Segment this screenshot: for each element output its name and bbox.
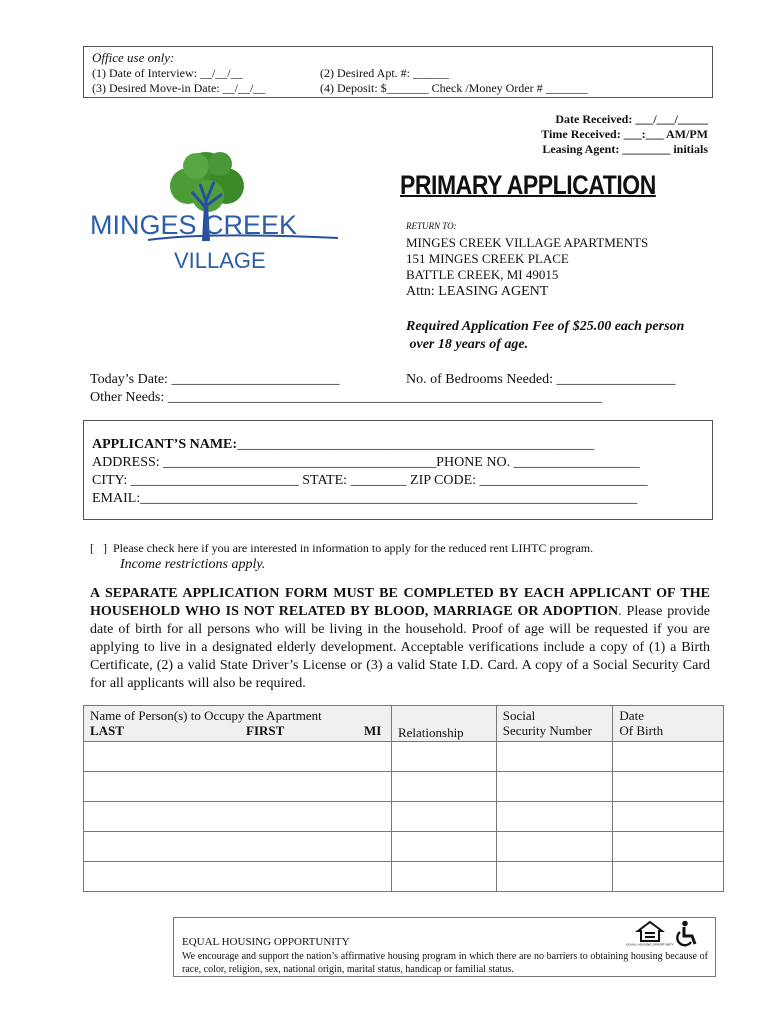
- table-row: [84, 832, 724, 862]
- table-row: [84, 772, 724, 802]
- mi-header: MI: [364, 723, 382, 738]
- office-use-box: [83, 46, 713, 98]
- address-line: BATTLE CREEK, MI 49015: [406, 267, 559, 282]
- return-address: [406, 235, 648, 283]
- eho-text: We encourage and support the nation’s affirmative housing program in which there are no barriers to obtaining housing because of race, color, religion, sex, national origin, marital status, handicap or familial status.: [182, 951, 708, 975]
- name-header: Name of Person(s) to Occupy the Apartment LAST FIRST MI: [84, 706, 392, 742]
- dob-cell[interactable]: [613, 862, 724, 892]
- separate-application-paragraph: [90, 585, 710, 693]
- minges-creek-logo: [88, 146, 346, 274]
- first-header: FIRST: [246, 723, 285, 738]
- applicant-name-field[interactable]: ___________________________________________________: [237, 437, 595, 452]
- dob-cell[interactable]: [613, 742, 724, 772]
- logo-line1: MINGES CREEK: [90, 210, 298, 240]
- office-use-title: Office use only:: [92, 50, 175, 65]
- last-header: LAST: [90, 723, 124, 738]
- address-phone-field[interactable]: ADDRESS: _______________________________________PHONE NO. __________________: [92, 455, 640, 470]
- ssn-header: Social Security Number: [496, 706, 613, 742]
- return-to-label: RETURN TO:: [406, 221, 457, 231]
- dob-cell[interactable]: [613, 832, 724, 862]
- leasing-agent-field: Leasing Agent: ________ initials: [542, 142, 708, 156]
- dob-cell[interactable]: [613, 802, 724, 832]
- table-row: [84, 862, 724, 892]
- fee-line: Required Application Fee of $25.00 each person: [406, 319, 685, 334]
- address-line: 151 MINGES CREEK PLACE: [406, 251, 569, 266]
- table-row: [84, 802, 724, 832]
- eho-heading: EQUAL HOUSING OPPORTUNITY: [182, 936, 350, 948]
- deposit-field: (4) Deposit: $_______ Check /Money Order # _______: [320, 81, 588, 95]
- table-row: [84, 742, 724, 772]
- time-received-field: Time Received: ___:___ AM/PM: [541, 127, 708, 141]
- accessibility-icon: [674, 920, 700, 948]
- ssn-cell[interactable]: [496, 742, 613, 772]
- dob-header: Date Of Birth: [613, 706, 724, 742]
- email-field[interactable]: EMAIL:_______________________________________________________________________: [92, 491, 638, 506]
- dob-cell[interactable]: [613, 772, 724, 802]
- ssn-cell[interactable]: [496, 832, 613, 862]
- city-state-zip-field[interactable]: CITY: ________________________ STATE: ________ ZIP CODE: ________________________: [92, 473, 648, 488]
- name-cell[interactable]: [84, 742, 392, 772]
- name-cell[interactable]: [84, 802, 392, 832]
- name-cell[interactable]: [84, 772, 392, 802]
- equal-housing-box: [173, 917, 716, 977]
- ssn-cell[interactable]: [496, 862, 613, 892]
- logo-line2: VILLAGE: [174, 248, 266, 273]
- fee-line: over 18 years of age.: [406, 337, 529, 352]
- todays-date-field[interactable]: Today’s Date: ________________________: [90, 372, 340, 387]
- relationship-cell[interactable]: [391, 862, 496, 892]
- bedrooms-needed-field[interactable]: No. of Bedrooms Needed: _________________: [406, 372, 676, 387]
- lihtc-checkbox-line[interactable]: [ ] Please check here if you are interested in information to apply for the reduced rent LIHTC program.: [90, 541, 594, 555]
- separate-application-bold: A SEPARATE APPLICATION FORM MUST BE COMPLETED BY EACH APPLICANT OF THE HOUSEHOLD WHO IS NOT RELATED BY BLOOD, MARRIAGE OR ADOPTION: [90, 586, 710, 619]
- name-cell[interactable]: [84, 862, 392, 892]
- applicant-name-label: APPLICANT’S NAME:: [92, 437, 238, 452]
- relationship-cell[interactable]: [391, 802, 496, 832]
- address-line: MINGES CREEK VILLAGE APARTMENTS: [406, 235, 649, 250]
- ssn-cell[interactable]: [496, 802, 613, 832]
- relationship-cell[interactable]: [391, 832, 496, 862]
- separate-application-text: . Please provide date of birth for all persons who will be living in the household. Proof of age will be requested if you are applying to live in a designated elderly development. Acceptable verifications include a copy of (1) a Birth Certificate, (2) a valid State Driver’s License or (3) a valid State I.D. Card. A copy of a Social Security Card for all applicants will also be required.: [90, 604, 711, 691]
- relationship-header: Relationship: [391, 706, 496, 742]
- other-needs-field[interactable]: Other Needs: ______________________________________________________________: [90, 390, 602, 405]
- move-in-date-field: (3) Desired Move-in Date: __/__/__: [92, 81, 266, 95]
- date-received-field: Date Received: ___/___/_____: [555, 112, 708, 126]
- received-block: [541, 112, 708, 157]
- income-restrictions-note: Income restrictions apply.: [120, 557, 266, 572]
- relationship-cell[interactable]: [391, 742, 496, 772]
- relationship-cell[interactable]: [391, 772, 496, 802]
- page-title: PRIMARY APPLICATION: [400, 170, 656, 200]
- ssn-cell[interactable]: [496, 772, 613, 802]
- interview-date-field: (1) Date of Interview: __/__/__: [92, 66, 243, 80]
- applicant-info-box: [83, 420, 713, 520]
- table-header-row: [84, 706, 724, 742]
- equal-housing-icon: [626, 920, 674, 947]
- application-fee-note: [406, 318, 684, 354]
- attn-line: Attn: LEASING AGENT: [406, 284, 549, 299]
- desired-apt-field: (2) Desired Apt. #: ______: [320, 66, 449, 80]
- svg-text:EQUAL HOUSING OPPORTUNITY: EQUAL HOUSING OPPORTUNITY: [626, 942, 674, 947]
- name-cell[interactable]: [84, 832, 392, 862]
- occupants-table: [83, 705, 724, 892]
